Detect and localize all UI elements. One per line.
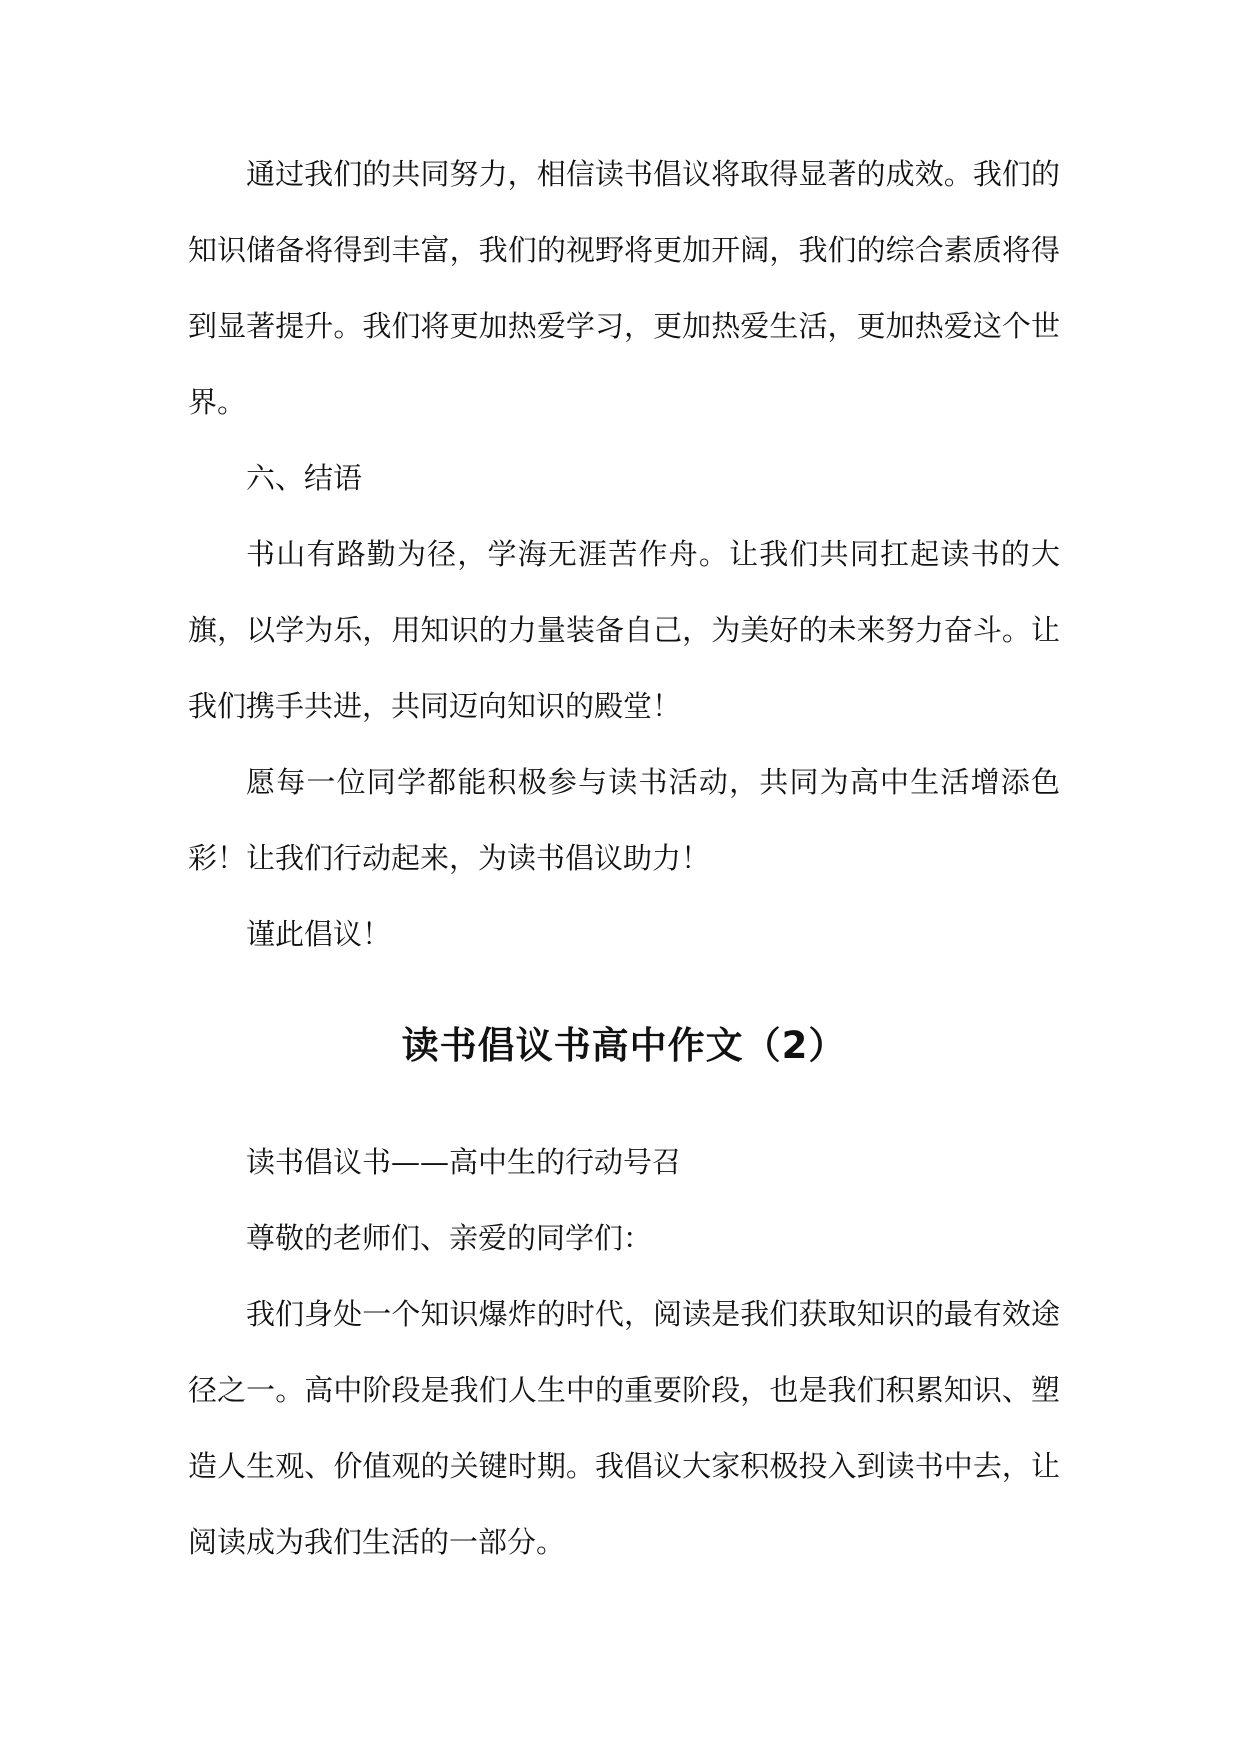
document-body <box>188 136 1060 1580</box>
paragraph-outcome: 通过我们的共同努力，相信读书倡议将取得显著的成效。我们的知识储备将得到丰富，我们的视野将更加开阔，我们的综合素质将得到显著提升。我们将更加热爱学习，更加热爱生活，更加热爱这个世界。 <box>188 157 1060 419</box>
section-two-title: 读书倡议书高中作文（2） <box>401 1024 847 1067</box>
paragraph-subtitle: 读书倡议书——高中生的行动号召 <box>246 1145 682 1179</box>
paragraph-conclusion: 书山有路勤为径，学海无涯苦作舟。让我们共同扛起读书的大旗，以学为乐，用知识的力量装备自己，为美好的未来努力奋斗。让我们携手共进，共同迈向知识的殿堂！ <box>188 537 1060 723</box>
paragraph-closing: 谨此倡议！ <box>246 917 392 951</box>
paragraph-salutation: 尊敬的老师们、亲爱的同学们： <box>246 1221 653 1255</box>
paragraph-call-to-action: 愿每一位同学都能积极参与读书活动，共同为高中生活增添色彩！让我们行动起来，为读书倡议助力！ <box>188 765 1060 875</box>
section-heading-conclusion: 六、结语 <box>246 461 363 495</box>
paragraph-introduction: 我们身处一个知识爆炸的时代，阅读是我们获取知识的最有效途径之一。高中阶段是我们人生中的重要阶段，也是我们积累知识、塑造人生观、价值观的关键时期。我倡议大家积极投入到读书中去，让阅读成为我们生活的一部分。 <box>188 1297 1060 1559</box>
